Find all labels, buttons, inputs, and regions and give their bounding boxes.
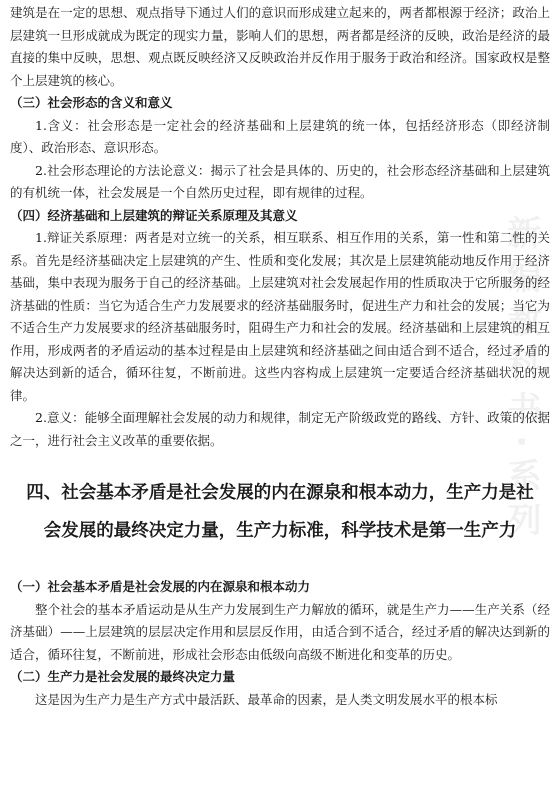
paragraph-4-1: 1.辩证关系原理：两者是对立统一的关系，相互联系、相互作用的关系，第一性和第二性的关系。首先是经济基础决定上层建筑的产生、性质和变化发展；其次是上层建筑能动地反作用于经济基础，集中表现为服务于自己的经济基础。上层建筑对社会发展起作用的性质取决于它所服务的经济基础的性质：当它为适合生产力发展要求的经济基础服务时，促进生产力和社会的发展；当它为不适合生产力发展要求的经济基础服务时，阻碍生产力和社会的发展。经济基础和上层建筑的相互作用，形成两者的矛盾运动的基本过程是由上层建筑和经济基础之间由适合到不适合，经过矛盾的解决达到新的适合，循环往复，不断前进。这些内容构成上层建筑一定要适合经济基础状况的规律。 — [10, 230, 550, 403]
paragraph-s1: 整个社会的基本矛盾运动是从生产力发展到生产力解放的循环，就是生产力——生产关系（经济基础）——上层建筑的层层决定作用和层层反作用，由适合到不适合，经过矛盾的解决达到新的适合，循环往复，不断前进，形成社会形态由低级向高级不断进化和变革的历史。 — [10, 601, 550, 662]
paragraph-3-2: 2.社会形态理论的方法论意义：揭示了社会是具体的、历史的，社会形态经济基础和上层建筑的有机统一体，社会发展是一个自然历史过程，即有规律的过程。 — [10, 162, 550, 200]
section-title — [10, 474, 550, 550]
paragraph-3-1: 1.含义：社会形态是一定社会的经济基础和上层建筑的统一体，包括经济形态（即经济制度）、政治形态、意识形态。 — [10, 117, 550, 155]
watermark: 新编教科书·系列 — [501, 215, 541, 546]
intro-paragraph: 建筑是在一定的思想、观点指导下通过人们的意识而形成建立起来的，两者都根源于经济；政治上层建筑一旦形成就成为既定的现实力量，影响人们的思想，两者都是经济的反映，政治是经济的最直接的集中反映，思想、观点既反映经济又反映政治并反作用于服务于政治和经济。国家政权是整个上层建筑的核心。 — [10, 5, 550, 88]
subheading-s2: （二）生产力是社会发展的最终决定力量 — [10, 669, 236, 684]
subheading-3: （三）社会形态的含义和意义 — [10, 95, 173, 110]
paragraph-4-2: 2.意义：能够全面理解社会发展的动力和规律，制定无产阶级政党的路线、方针、政策的依据之一，进行社会主义改革的重要依据。 — [10, 410, 550, 448]
subheading-4: （四）经济基础和上层建筑的辩证关系原理及其意义 — [10, 207, 298, 223]
paragraph-s2: 这是因为生产力是生产方式中最活跃、最革命的因素，是人类文明发展水平的根本标 — [35, 691, 498, 707]
section-title-line2: 会发展的最终决定力量，生产力标准，科学技术是第一生产力 — [43, 521, 517, 541]
section-title-line1: 四、社会基本矛盾是社会发展的内在源泉和根本动力，生产力是社 — [26, 483, 534, 503]
subheading-s1: （一）社会基本矛盾是社会发展的内在源泉和根本动力 — [10, 579, 311, 594]
